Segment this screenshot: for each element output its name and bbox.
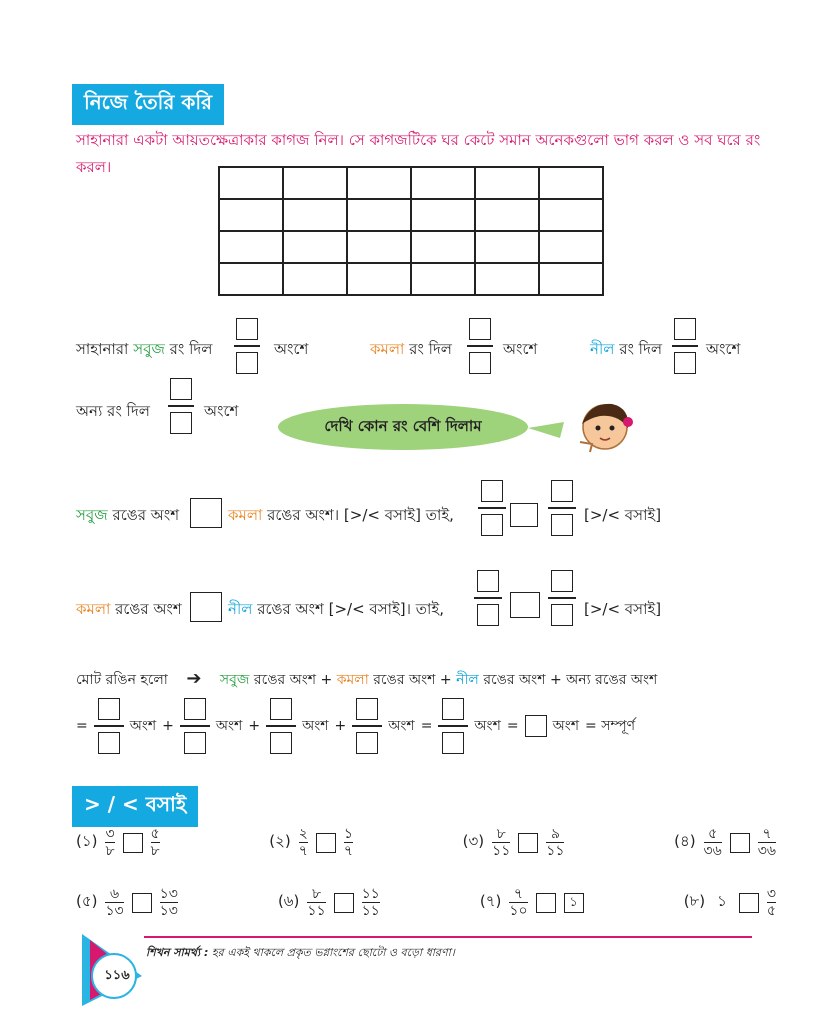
fraction [344, 826, 353, 859]
numerator: ২ [298, 826, 308, 842]
numerator-box[interactable] [356, 698, 378, 720]
numerator-box[interactable] [170, 378, 192, 400]
numerator-box[interactable] [236, 318, 258, 340]
denominator-box[interactable] [469, 352, 491, 374]
denominator: ৩৬ [703, 843, 722, 860]
numerator: ৭ [762, 826, 772, 842]
label: রং দিল [409, 340, 452, 358]
fraction-bar [168, 405, 194, 407]
row1-green-text [76, 338, 212, 363]
grid-cell [539, 167, 603, 199]
numerator-box[interactable] [270, 698, 292, 720]
numerator: ৮ [496, 826, 506, 842]
fraction [509, 886, 527, 919]
fraction-input[interactable] [474, 570, 502, 626]
numerator: ৫ [708, 826, 718, 842]
green-word: সবুজ [219, 672, 250, 688]
label: রঙের অংশ [>/< বসাই]। তাই, [257, 600, 444, 618]
denominator: ১১ [546, 843, 565, 860]
compare-box[interactable] [510, 592, 540, 618]
row1-blue-text [590, 338, 662, 363]
grid-cell [219, 263, 283, 295]
green-word: সবুজ [133, 340, 165, 358]
numerator-box[interactable] [98, 698, 120, 720]
compare2-text [76, 598, 182, 623]
compare-box[interactable] [123, 833, 143, 853]
total-line [76, 668, 657, 692]
numerator: ৩ [105, 826, 115, 842]
exercise-row-2 [76, 886, 776, 919]
numerator-box[interactable] [184, 698, 206, 720]
speech-bubble [278, 404, 528, 450]
part-label: অংশ [129, 718, 157, 734]
label: রঙের অংশ + [253, 672, 333, 688]
sum-equation [76, 690, 635, 762]
fraction-bar [94, 725, 124, 727]
numerator: ৫ [150, 826, 160, 842]
numerator-box[interactable] [481, 480, 503, 502]
exercise-item [76, 826, 160, 859]
fraction [307, 886, 325, 919]
part-label: অংশ [388, 718, 415, 734]
numerator: ১ [343, 826, 353, 842]
exercise-label: (৫) [76, 892, 98, 911]
denominator-box[interactable] [98, 732, 120, 754]
numerator: ৮ [311, 886, 322, 902]
exercise-item [674, 826, 776, 859]
plus-sign: + [248, 718, 261, 734]
fraction-input[interactable] [180, 698, 210, 754]
fraction [105, 886, 123, 919]
whole-number: ১ [717, 892, 727, 911]
label: রং দিল [619, 340, 663, 358]
numerator-box[interactable] [477, 570, 499, 592]
exercise-label: (৪) [674, 832, 696, 851]
fraction-bar [438, 725, 468, 727]
orange-word: কমলা [370, 340, 405, 358]
whole-label: = সম্পূর্ণ [585, 718, 636, 734]
exercise-item [463, 826, 565, 859]
footer-divider [144, 936, 752, 938]
fraction [362, 886, 380, 919]
exercise-item [480, 886, 584, 919]
grid-cell [347, 231, 411, 263]
part-label: অংশ [302, 718, 329, 734]
exercise-item [76, 886, 178, 919]
whole-number-box: ১ [564, 893, 584, 913]
grid-cell [347, 199, 411, 231]
denominator: ৮ [105, 843, 115, 860]
fraction [758, 826, 776, 859]
grid-cell [539, 231, 603, 263]
compare-box[interactable] [510, 503, 538, 527]
grid-cell [539, 199, 603, 231]
denominator-box[interactable] [184, 732, 206, 754]
compare-box[interactable] [190, 592, 222, 622]
fraction-input[interactable] [438, 698, 468, 754]
compare-box[interactable] [536, 893, 556, 913]
fraction-input-other[interactable] [168, 378, 194, 434]
blue-word: নীল [456, 672, 479, 688]
exercise-label: (৭) [479, 892, 502, 911]
grid-cell [347, 263, 411, 295]
denominator: ১০ [509, 903, 528, 920]
exercise-label: (৬) [277, 892, 300, 911]
compare2-text-2 [228, 598, 444, 623]
part-label: অংশে [204, 402, 239, 420]
fraction [704, 826, 722, 859]
numerator: ১৩ [159, 886, 178, 902]
denominator: ৩৬ [757, 843, 776, 860]
denominator: ১৩ [105, 903, 124, 920]
fraction-input-orange[interactable] [467, 318, 493, 374]
fraction [160, 886, 178, 919]
denominator-box[interactable] [270, 732, 292, 754]
numerator-box[interactable] [469, 318, 491, 340]
label: রং দিল [169, 340, 213, 358]
label: রঙের অংশ [115, 600, 182, 618]
fraction-input-green[interactable] [234, 318, 260, 374]
hair-bow-icon [623, 417, 633, 427]
numerator-box[interactable] [442, 698, 464, 720]
grid-cell [411, 263, 475, 295]
grid-cell [475, 263, 539, 295]
denominator-box[interactable] [481, 514, 503, 536]
denominator: ৭ [343, 843, 353, 860]
grid-cell [347, 167, 411, 199]
fraction [151, 826, 160, 859]
grid-cell [475, 199, 539, 231]
plus-sign: + [334, 718, 347, 734]
equals-sign: = [76, 718, 88, 734]
compare-box[interactable] [316, 833, 336, 853]
denominator: ৫ [766, 903, 776, 920]
orange-word: কমলা [336, 672, 369, 688]
blue-word: নীল [228, 600, 253, 618]
orange-word: কমলা [76, 600, 111, 618]
learning-text: হর একই থাকলে প্রকৃত ভগ্নাংশের ছোটো ও বড়ো ধারণা। [211, 946, 455, 959]
grid-cell [283, 199, 347, 231]
denominator-box[interactable] [442, 732, 464, 754]
grid-cell [219, 167, 283, 199]
part-label: অংশ [215, 718, 243, 734]
fraction-bar [234, 345, 260, 347]
part-label: অংশে [274, 340, 309, 358]
grid-cell [411, 167, 475, 199]
compare-box[interactable] [132, 893, 152, 913]
grid-cell [475, 167, 539, 199]
fraction-bar [672, 345, 698, 347]
numerator: ৬ [109, 886, 120, 902]
numerator-box[interactable] [551, 570, 573, 592]
label: সাহানারা [76, 340, 129, 358]
fraction-input[interactable] [266, 698, 296, 754]
fraction [492, 826, 510, 859]
section-title: নিজে তৈরি করি [72, 84, 224, 125]
equals-sign: = [506, 718, 519, 734]
exercise-label: (৮) [683, 892, 706, 911]
fraction-input[interactable] [548, 480, 576, 536]
exercise-item [684, 886, 776, 919]
part-label: অংশ [552, 718, 580, 734]
denominator-box[interactable] [551, 604, 573, 626]
compare1-hint: [>/< বসাই] [584, 506, 662, 524]
compare1-text-2 [228, 504, 454, 529]
denominator: ৭ [298, 843, 308, 860]
numerator-box[interactable] [674, 318, 696, 340]
compare2-hint: [>/< বসাই] [584, 600, 662, 618]
numerator: ১১ [361, 886, 380, 902]
label: রঙের অংশ + [483, 672, 562, 688]
grid-cell [283, 231, 347, 263]
arrow-right-icon: ➔ [186, 668, 202, 689]
numerator: ৯ [550, 826, 560, 842]
numerator: ৩ [766, 886, 776, 902]
denominator: ৮ [150, 843, 160, 860]
grid-cell [219, 199, 283, 231]
denominator-box[interactable] [477, 604, 499, 626]
exercise-label: (১) [76, 832, 98, 851]
fraction-input[interactable] [352, 698, 382, 754]
fraction-bar [548, 507, 576, 509]
girl-illustration [520, 400, 635, 460]
fraction [546, 826, 564, 859]
part-label: অংশ [474, 718, 501, 734]
fraction-bar [266, 725, 296, 727]
denominator-box[interactable] [236, 352, 258, 374]
label: মোট রঙিন হলো [76, 672, 168, 688]
fraction-bar [474, 597, 502, 599]
equals-sign: = [420, 718, 433, 734]
numerator-box[interactable] [551, 480, 573, 502]
fraction-bar [478, 507, 506, 509]
whole-box[interactable] [525, 715, 547, 737]
fraction-input-blue[interactable] [672, 318, 698, 374]
denominator-box[interactable] [551, 514, 573, 536]
green-word: সবুজ [76, 506, 108, 524]
other-color-text: অন্য রং দিল [76, 402, 150, 420]
label: রঙের অংশ + [373, 672, 452, 688]
numerator: ৭ [513, 886, 524, 902]
grid-cell [411, 231, 475, 263]
compare-box[interactable] [190, 498, 222, 528]
fraction-input[interactable] [94, 698, 124, 754]
label: রঙের অংশ [112, 506, 180, 524]
fraction-input[interactable] [478, 480, 506, 536]
grid-cell [475, 231, 539, 263]
exercise-item [269, 826, 353, 859]
row1-orange-text [370, 338, 452, 363]
fraction-bar [352, 725, 382, 727]
compare-box[interactable] [334, 893, 354, 913]
bubble-tail [528, 422, 564, 438]
grid-cell [283, 263, 347, 295]
plus-sign: + [162, 718, 174, 734]
exercise-label: (৩) [462, 832, 485, 851]
fraction-bar [180, 725, 210, 727]
hand-icon [580, 442, 592, 452]
compare-box[interactable] [739, 893, 759, 913]
denominator: ১৩ [159, 903, 178, 920]
compare-box[interactable] [518, 833, 538, 853]
intro-text: সাহানারা একটা আয়তক্ষেত্রাকার কাগজ নিল। সে কাগজটিকে ঘর কেটে সমান অনেকগুলো ভাগ করল ও সব ঘরে রং করল। [76, 131, 761, 176]
label: অন্য রঙের অংশ [566, 672, 658, 688]
grid-cell [411, 199, 475, 231]
page-number: ১১৬ [104, 968, 130, 983]
denominator: ১১ [492, 843, 511, 860]
blue-word: নীল [590, 340, 615, 358]
fraction-bar [548, 597, 576, 599]
fraction-input[interactable] [548, 570, 576, 626]
learning-label: শিখন সামর্থ্য : [146, 946, 209, 959]
exercise-row-1 [76, 826, 776, 859]
fraction [105, 826, 114, 859]
fraction [767, 886, 776, 919]
compare1-text [76, 504, 179, 529]
grid-cell [219, 231, 283, 263]
grid-cell [539, 263, 603, 295]
denominator: ১১ [307, 903, 326, 920]
denominator-box[interactable] [674, 352, 696, 374]
compare-box[interactable] [730, 833, 750, 853]
denominator: ১১ [361, 903, 380, 920]
paper-grid [218, 166, 604, 296]
learning-outcome [146, 944, 455, 963]
exercise-label: (২) [269, 832, 291, 851]
fraction [299, 826, 308, 859]
label: রঙের অংশ। [>/< বসাই] তাই, [267, 506, 454, 524]
section2-title: > / < বসাই [72, 786, 198, 827]
grid-cell [283, 167, 347, 199]
part-label: অংশে [503, 340, 538, 358]
orange-word: কমলা [228, 506, 263, 524]
denominator-box[interactable] [356, 732, 378, 754]
part-label: অংশে [706, 340, 741, 358]
speech-text: দেখি কোন রং বেশি দিলাম [324, 416, 482, 435]
denominator-box[interactable] [170, 412, 192, 434]
fraction-bar [467, 345, 493, 347]
exercise-item [278, 886, 380, 919]
